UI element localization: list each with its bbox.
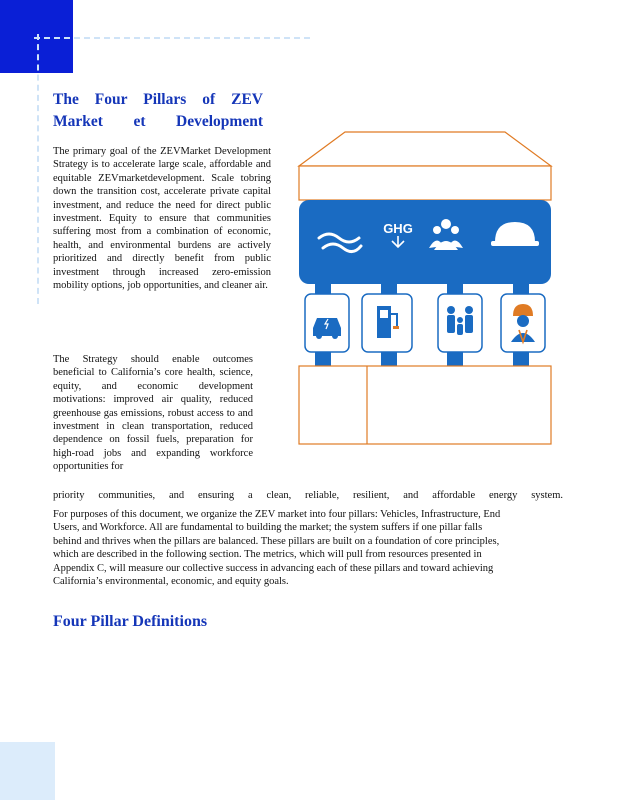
outcomes-paragraph-end: priority communities, and ensuring a clean, reliable, resilient, and affordable energy system.	[53, 490, 563, 501]
svg-text:GHG: GHG	[383, 221, 413, 236]
dashed-guide-vertical	[37, 34, 39, 304]
four-pillars-diagram	[297, 130, 553, 446]
roof-pediment	[299, 132, 551, 166]
electric-car-icon	[313, 318, 341, 339]
intro-paragraph: The primary goal of the ZEVMarket Development Strategy is to accelerate large scale, affordable and equitable ZEVmarketdevelopment. Scale tobring down the transition cost, accelerate private capital investment, and reduce the need for direct public investment. Equity to ensure that communities suffering most from a combination of economic, health, and environmental burdens are actively prioritized and directly benefit from public investment through increased zero-emission mobility options, job opportunities, and cleaner air.	[53, 146, 271, 292]
foundation-base	[299, 366, 551, 444]
page-title: The Four Pillars of ZEV Market et Development	[53, 91, 263, 130]
section-heading: Four Pillar Definitions	[53, 613, 208, 630]
dashed-guide-horizontal	[34, 37, 310, 39]
outcomes-paragraph: The Strategy should enable outcomes beneficial to California’s core health, science, equity, and economic development motivations: improved air quality, reduced greenhouse gas emissions, robust access to and investment in clean transportation, reduced dependence on fossil fuels, preparation for high-road jobs and expanding workforce opportunities for	[53, 354, 253, 473]
pillars-paragraph: For purposes of this document, we organize the ZEV market into four pillars: Vehicles, Infrastructure, End Users, and Workforce. All are fundamental to building the market; the system suffers if one pillar falls behind and thrives when the pillars are balanced. These pillars are built on a foundation of core principles, which are described in the following section. The metrics, which will pull from resources presented in Appendix C, will measure our collective success in advancing each of these pillars and toward achieving California’s environmental, economic, and equity goals.	[53, 509, 501, 588]
bottom-accent-block	[0, 742, 55, 800]
roof-band	[299, 166, 551, 200]
